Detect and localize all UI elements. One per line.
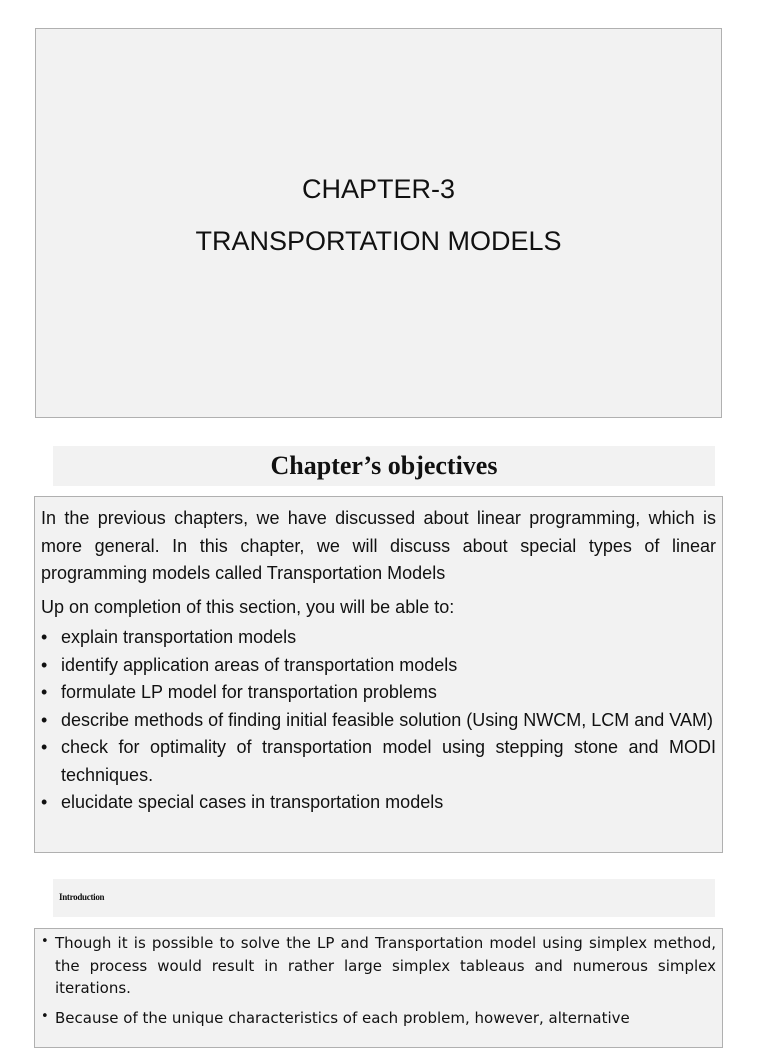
list-item <box>41 789 716 817</box>
list-item-text: describe methods of finding initial feasible solution (Using NWCM, LCM and VAM) <box>61 709 713 730</box>
list-item-text: identify application areas of transportation models <box>61 654 458 675</box>
bullet-icon: • <box>41 654 48 675</box>
list-item-text: check for optimality of transportation model using stepping stone and MODI techniques. <box>61 737 716 785</box>
bullet-icon: • <box>41 792 48 812</box>
list-item-text: Though it is possible to solve the LP and Transportation model using simplex method, the process would result in rather large simplex tableaus and numerous simplex iterations. <box>55 934 716 997</box>
objectives-box <box>34 496 723 853</box>
list-item <box>41 652 716 680</box>
objectives-list <box>41 624 716 817</box>
objectives-lead: Up on completion of this section, you will be able to: <box>41 596 455 617</box>
list-item <box>41 679 716 707</box>
title-slide <box>35 28 722 418</box>
bullet-icon: • <box>41 627 48 647</box>
introduction-heading-bar <box>53 879 715 917</box>
bullet-icon: • <box>41 1008 49 1024</box>
introduction-list <box>41 932 716 1029</box>
list-item <box>41 734 716 789</box>
list-item <box>41 932 716 1000</box>
chapter-title: TRANSPORTATION MODELS <box>195 226 562 256</box>
list-item-text: elucidate special cases in transportation models <box>61 792 444 812</box>
list-item-text: Because of the unique characteristics of each problem, however, alternative <box>55 1008 630 1027</box>
bullet-icon: • <box>41 709 48 730</box>
introduction-box <box>34 928 723 1048</box>
list-item-text: formulate LP model for transportation problems <box>61 682 437 702</box>
chapter-number: CHAPTER-3 <box>301 174 456 204</box>
bullet-icon: • <box>41 682 48 702</box>
list-item <box>41 624 716 652</box>
objectives-intro: In the previous chapters, we have discussed about linear programming, which is more general. In this chapter, we will discuss about special types of linear programming models called Transportation Models <box>41 508 716 583</box>
objectives-heading: Chapter’s objectives <box>53 446 715 486</box>
list-item <box>41 707 716 735</box>
bullet-icon: • <box>41 737 48 757</box>
list-item <box>41 1007 716 1030</box>
list-item-text: explain transportation models <box>61 627 297 647</box>
bullet-icon: • <box>41 934 49 949</box>
introduction-heading: Introduction <box>59 892 105 902</box>
